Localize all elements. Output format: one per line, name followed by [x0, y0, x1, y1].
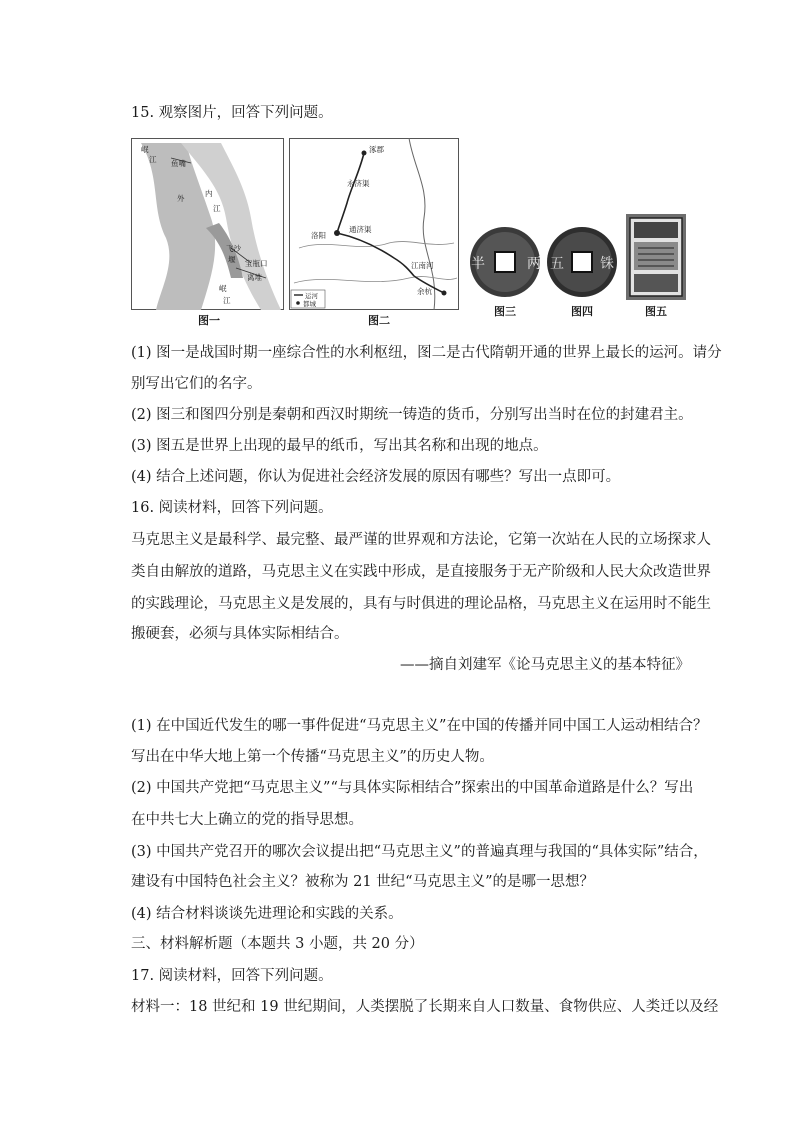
figure-3-coin — [469, 226, 541, 298]
fig1-label: 江 — [223, 296, 231, 305]
figure-2-map — [289, 138, 459, 310]
q15-item: (4) 结合上述问题，你认为促进社会经济发展的原因有哪些？写出一点即可。 — [131, 469, 621, 485]
fig2-label: 余杭 — [417, 287, 432, 296]
fig1-label: 内 — [205, 189, 213, 198]
figure-1-caption: 图一 — [198, 314, 220, 327]
fig2-legend-label: 都城 — [303, 300, 316, 308]
q15-item: (1) 图一是战国时期一座综合性的水利枢纽，图二是古代隋朝开通的世界上最长的运河。请分 — [131, 345, 722, 361]
q16-item: (2) 中国共产党把“马克思主义”“与具体实际相结合”探索出的中国革命道路是什么？写出 — [131, 780, 694, 796]
q16-item: 写出在中华大地上第一个传播“马克思主义”的历史人物。 — [131, 749, 494, 765]
section-3-heading: 三、材料解析题（本题共 3 小题，共 20 分） — [131, 936, 424, 952]
fig2-label: 通济渠 — [349, 225, 372, 234]
q16-source: ——摘自刘建军《论马克思主义的基本特征》 — [400, 657, 690, 673]
q16-item: (4) 结合材料谈谈先进理论和实践的关系。 — [131, 906, 403, 922]
fig2-label: 洛阳 — [311, 231, 326, 240]
q16-item: 建设有中国特色社会主义？被称为 21 世纪“马克思主义”的是哪一思想？ — [131, 874, 594, 890]
svg-text:半: 半 — [471, 256, 485, 272]
fig1-label: 堰 — [228, 255, 236, 264]
fig1-label: 江 — [213, 204, 221, 213]
fig1-label: 宝瓶口 — [245, 259, 268, 268]
figure-4-caption: 图四 — [571, 305, 593, 318]
fig1-label: 岷 — [141, 145, 149, 154]
fig2-label: 涿郡 — [369, 145, 384, 154]
q16-item: (3) 中国共产党召开的哪次会议提出把“马克思主义”的普遍真理与我国的“具体实际”结合， — [131, 844, 708, 860]
figure-3-caption: 图三 — [494, 305, 516, 318]
q16-material-line: 的实践理论，马克思主义是发展的，具有与时俱进的理论品格，马克思主义在运用时不能生 — [131, 596, 711, 612]
figure-2-caption: 图二 — [368, 314, 390, 327]
fig1-label: 江 — [149, 155, 157, 164]
fig2-label: 永济渠 — [347, 179, 370, 188]
fig1-label: 岷 — [219, 284, 227, 293]
q16-item: 在中共七大上确立的党的指导思想。 — [131, 812, 363, 828]
figure-5-banknote — [626, 214, 686, 300]
fig1-label: 飞沙 — [226, 244, 241, 253]
q17-material-line: 材料一：18 世纪和 19 世纪期间，人类摆脱了长期来自人口数量、食物供应、人类迁以及经 — [131, 999, 719, 1015]
question-17-title: 17. 阅读材料，回答下列问题。 — [131, 968, 333, 984]
svg-text:两: 两 — [527, 256, 541, 272]
q16-material-line: 搬硬套，必须与具体实际相结合。 — [131, 626, 349, 642]
q15-item: 别写出它们的名字。 — [131, 376, 262, 392]
q16-material-line: 马克思主义是最科学、最完整、最严谨的世界观和方法论，它第一次站在人民的立场探求人 — [131, 532, 711, 548]
fig1-label: 离堆 — [247, 273, 262, 282]
question-16-title: 16. 阅读材料，回答下列问题。 — [131, 500, 333, 516]
fig1-label: 外 — [177, 194, 185, 203]
q16-item: (1) 在中国近代发生的哪一事件促进“马克思主义”在中国的传播并同中国工人运动相结合？ — [131, 718, 708, 734]
fig2-legend-label: 运河 — [305, 292, 318, 300]
figure-1-map — [131, 138, 284, 310]
svg-text:铢: 铢 — [600, 256, 614, 272]
question-15-title: 15. 观察图片，回答下列问题。 — [131, 105, 333, 121]
fig1-label: 鱼嘴 — [171, 159, 186, 168]
fig2-label: 江南河 — [411, 261, 434, 270]
q16-material-line: 类自由解放的道路，马克思主义在实践中形成，是直接服务于无产阶级和人民大众改造世界 — [131, 564, 711, 580]
svg-text:五: 五 — [550, 256, 564, 272]
q15-item: (2) 图三和图四分别是秦朝和西汉时期统一铸造的货币，分别写出当时在位的封建君主。 — [131, 407, 693, 423]
figure-4-coin — [546, 226, 618, 298]
q15-item: (3) 图五是世界上出现的最早的纸币，写出其名称和出现的地点。 — [131, 438, 548, 454]
figure-5-caption: 图五 — [645, 305, 667, 318]
